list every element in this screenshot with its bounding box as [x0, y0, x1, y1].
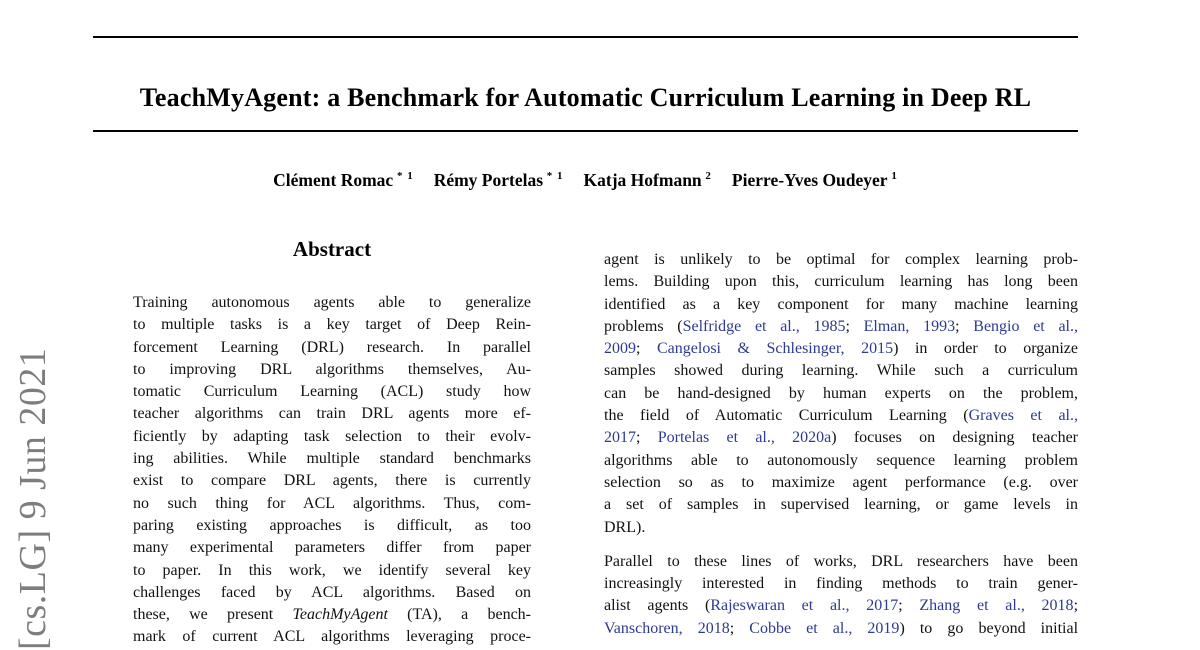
author-name: Clément Romac $^{* 1}$ [273, 170, 414, 190]
text-segment: ; [636, 429, 658, 447]
text-line [133, 314, 531, 336]
title-rule-bottom [93, 130, 1078, 132]
paper-title: TeachMyAgent: a Benchmark for Automatic Curriculum Learning in Deep RL [139, 83, 1032, 113]
text-line [604, 294, 1078, 316]
citation-link[interactable]: Vanschoren, 2018 [604, 619, 730, 637]
introduction-text [604, 249, 1078, 640]
citation-link[interactable]: Bengio et al., [973, 317, 1078, 335]
text-segment: a set of samples in supervised learning, or game levels in [604, 496, 1078, 514]
abstract-text [133, 292, 531, 649]
text-line [133, 381, 531, 403]
paragraph [604, 249, 1078, 539]
text-segment: teacher algorithms can train DRL agents more ef- [133, 405, 531, 423]
text-line [604, 360, 1078, 382]
text-segment: increasingly interested in finding methods to train gener- [604, 575, 1078, 593]
text-segment: ; [845, 317, 864, 335]
text-segment: algorithms able to autonomously sequence learning problem [604, 451, 1078, 469]
text-line [133, 426, 531, 448]
text-line [604, 249, 1078, 271]
text-segment: to improving DRL algorithms themselves, Au- [133, 360, 531, 378]
text-segment: forcement Learning (DRL) research. In parallel [133, 338, 531, 356]
text-segment: ; [729, 619, 750, 637]
text-segment: agent is unlikely to be optimal for complex learning prob- [604, 251, 1078, 268]
text-segment: ; [898, 597, 920, 615]
text-line [604, 271, 1078, 293]
text-segment: selection so as to maximize agent performance (e.g. over [604, 473, 1078, 491]
text-line [133, 359, 531, 381]
text-segment: ing abilities. While multiple standard benchmarks [133, 450, 531, 468]
text-segment: lems. Building upon this, curriculum learning has long been [604, 273, 1078, 291]
author-line [93, 170, 1078, 191]
citation-link[interactable]: 2009 [604, 340, 636, 358]
text-line [604, 494, 1078, 516]
text-segment: to multiple tasks is a key target of Deep Rein- [133, 316, 531, 334]
citation-link[interactable]: Graves et al., [968, 407, 1078, 425]
text-segment: exist to compare DRL agents, there is currently [133, 472, 531, 490]
text-segment: ; [636, 340, 657, 358]
text-segment: ; [1073, 597, 1078, 615]
text-line [133, 403, 531, 425]
text-segment: can be hand-designed by human experts on the problem, [604, 384, 1078, 402]
text-segment: ) to go beyond initial [899, 619, 1078, 637]
title-rule-top [93, 36, 1078, 38]
paragraph [604, 551, 1078, 640]
text-line [604, 618, 1078, 640]
text-segment: tomatic Curriculum Learning (ACL) study how [133, 383, 531, 401]
text-line [133, 560, 531, 582]
text-line [604, 450, 1078, 472]
text-line [133, 626, 531, 648]
citation-link[interactable]: Cangelosi & Schlesinger, 2015 [657, 340, 894, 358]
text-segment: ; [955, 317, 974, 335]
text-line [133, 515, 531, 537]
author-name: Katja Hofmann $^2$ [583, 170, 712, 190]
text-line [604, 427, 1078, 449]
text-segment: paring existing approaches is difficult, as too [133, 516, 531, 534]
author-affiliation-sup: * 1 [543, 170, 564, 183]
author-affiliation-sup: 2 [701, 170, 712, 183]
citation-link[interactable]: Rajeswaran et al., 2017 [710, 597, 899, 615]
text-segment: samples showed during learning. While such a curriculum [604, 362, 1078, 380]
text-line [133, 470, 531, 492]
text-line [133, 337, 531, 359]
citation-link[interactable]: Elman, 1993 [863, 317, 956, 335]
text-line [133, 292, 531, 314]
text-segment: alist agents ( [604, 597, 711, 615]
author-affiliation-sup: * 1 [393, 170, 414, 183]
text-segment: the field of Automatic Curriculum Learning ( [604, 407, 969, 425]
text-line [604, 338, 1078, 360]
emphasized-text: TeachMyAgent [292, 606, 388, 624]
abstract-heading: Abstract [292, 237, 372, 261]
text-line [133, 582, 531, 604]
text-segment: these, we present [133, 606, 293, 624]
author-name: Rémy Portelas $^{* 1}$ [433, 170, 564, 190]
text-line [604, 551, 1078, 573]
text-line [604, 573, 1078, 595]
text-segment: mark of current ACL algorithms leveraging proce- [133, 628, 531, 646]
author-affiliation-sup: 1 [887, 170, 898, 183]
text-line [133, 537, 531, 559]
citation-link[interactable]: Selfridge et al., 1985 [682, 317, 846, 335]
text-line [604, 316, 1078, 338]
text-segment: ) in order to organize [893, 340, 1078, 358]
text-segment: Parallel to these lines of works, DRL researchers have been [604, 552, 1078, 570]
text-line [133, 493, 531, 515]
text-segment: identified as a key component for many machine learning [604, 295, 1078, 313]
text-segment: ficiently by adapting task selection to their evolv- [133, 427, 531, 445]
text-line [604, 405, 1078, 427]
citation-link[interactable]: Cobbe et al., 2019 [749, 619, 900, 637]
text-line [604, 595, 1078, 617]
citation-link[interactable]: Zhang et al., 2018 [919, 597, 1074, 615]
text-segment: problems ( [604, 317, 683, 335]
text-segment: challenges faced by ACL algorithms. Based on [133, 583, 531, 601]
author-name: Pierre-Yves Oudeyer $^1$ [731, 170, 898, 190]
text-line [133, 604, 531, 626]
arxiv-category-stamp: [cs.LG] 9 Jun 2021 [12, 347, 54, 650]
text-segment: ) focuses on designing teacher [831, 429, 1078, 447]
text-segment: DRL). [604, 518, 646, 536]
text-segment: to paper. In this work, we identify several key [133, 561, 531, 579]
text-segment: Training autonomous agents able to generalize [133, 294, 531, 311]
text-segment: many experimental parameters differ from paper [133, 539, 531, 557]
citation-link[interactable]: 2017 [604, 429, 636, 447]
text-line [133, 448, 531, 470]
text-segment: no such thing for ACL algorithms. Thus, com- [133, 494, 531, 512]
text-line [604, 472, 1078, 494]
text-segment: (TA), a bench- [387, 606, 531, 624]
text-line [604, 383, 1078, 405]
text-line [604, 517, 1078, 539]
citation-link[interactable]: Portelas et al., 2020a [657, 429, 832, 447]
